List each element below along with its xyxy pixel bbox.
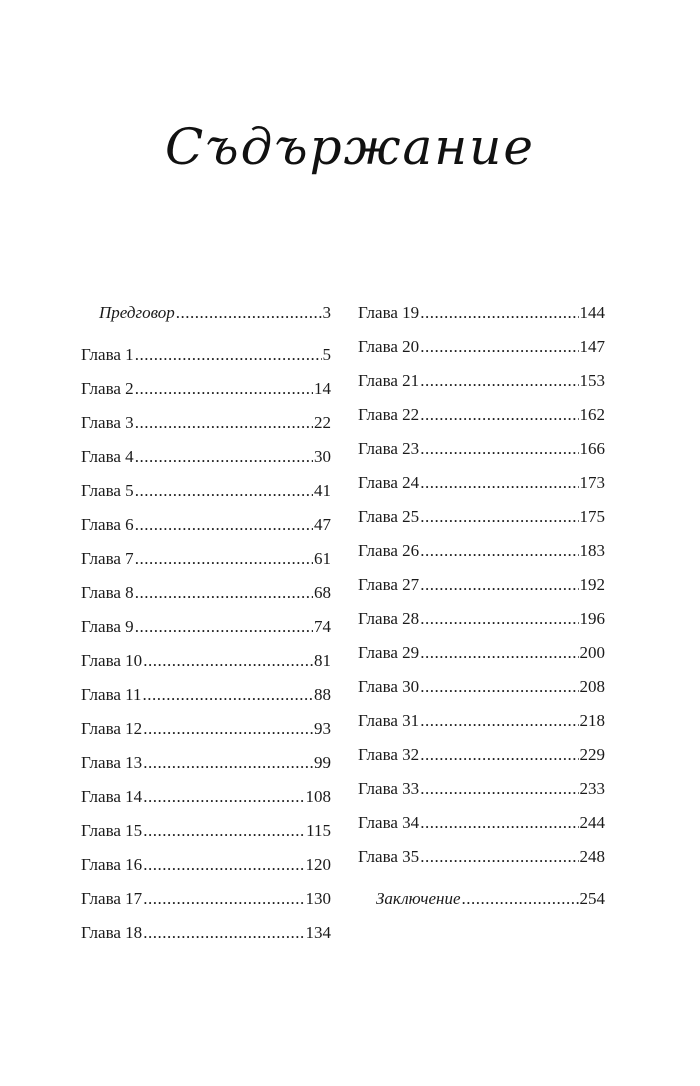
toc-entry-page: 244 — [579, 813, 605, 832]
toc-entry[interactable] — [81, 406, 331, 440]
toc-entry-page: 153 — [579, 371, 605, 390]
toc-entry-label: Глава 18 — [81, 923, 143, 942]
toc-dot-leader — [143, 780, 304, 814]
toc-entry[interactable] — [358, 466, 605, 500]
toc-entry-label: Глава 19 — [358, 303, 420, 322]
toc-entry-label: Глава 6 — [81, 515, 134, 534]
page-title: Съдържание — [165, 118, 535, 176]
toc-entry-page: 254 — [579, 889, 605, 908]
toc-entry-page: 175 — [579, 507, 605, 526]
toc-dot-leader — [420, 364, 578, 398]
toc-entry-page: 41 — [314, 481, 331, 500]
toc-entry-label: Глава 15 — [81, 821, 143, 840]
toc-entry-page: 99 — [314, 753, 331, 772]
toc-entry-page: 248 — [579, 847, 605, 866]
toc-entry-page: 196 — [579, 609, 605, 628]
toc-entry-label: Глава 31 — [358, 711, 420, 730]
toc-entry-label: Глава 5 — [81, 481, 134, 500]
toc-entry-label: Глава 25 — [358, 507, 420, 526]
toc-entry-page: 47 — [314, 515, 331, 534]
toc-entry[interactable] — [81, 440, 331, 474]
toc-dot-leader — [135, 576, 313, 610]
toc-dot-leader — [135, 406, 313, 440]
toc-entry-label: Глава 9 — [81, 617, 134, 636]
toc-dot-leader — [420, 636, 578, 670]
toc-entry-label: Предговор — [99, 303, 175, 322]
toc-entry-page: 208 — [579, 677, 605, 696]
toc-entry-label: Глава 3 — [81, 413, 134, 432]
toc-entry-page: 88 — [314, 685, 331, 704]
toc-entry[interactable] — [358, 840, 605, 874]
toc-entry-label: Глава 35 — [358, 847, 420, 866]
toc-entry[interactable] — [81, 644, 331, 678]
toc-entry[interactable] — [358, 500, 605, 534]
toc-entry-page: 134 — [305, 923, 331, 942]
toc-entry-label: Глава 26 — [358, 541, 420, 560]
toc-entry-page: 68 — [314, 583, 331, 602]
toc-entry-label: Глава 17 — [81, 889, 143, 908]
toc-entry-page: 229 — [579, 745, 605, 764]
toc-column-left — [81, 296, 331, 950]
toc-entry[interactable] — [81, 882, 331, 916]
toc-dot-leader — [135, 440, 313, 474]
toc-entry-conclusion[interactable] — [358, 882, 605, 916]
toc-entry-label: Глава 10 — [81, 651, 143, 670]
toc-entry-label: Глава 28 — [358, 609, 420, 628]
toc-entry-page: 218 — [579, 711, 605, 730]
toc-entry-label: Глава 1 — [81, 345, 134, 364]
toc-entry-label: Глава 30 — [358, 677, 420, 696]
toc-dot-leader — [462, 882, 579, 916]
toc-dot-leader — [176, 296, 322, 330]
toc-dot-leader — [420, 398, 578, 432]
toc-entry[interactable] — [81, 576, 331, 610]
toc-entry[interactable] — [81, 712, 331, 746]
toc-entry-label: Глава 7 — [81, 549, 134, 568]
toc-entry[interactable] — [358, 738, 605, 772]
toc-dot-leader — [420, 670, 578, 704]
toc-dot-leader — [143, 712, 313, 746]
toc-entry-page: 81 — [314, 651, 331, 670]
toc-entry-label: Глава 8 — [81, 583, 134, 602]
toc-entry-page: 173 — [579, 473, 605, 492]
toc-dot-leader — [420, 432, 578, 466]
toc-entry-label: Глава 21 — [358, 371, 420, 390]
toc-entry-page: 22 — [314, 413, 331, 432]
toc-entry-label: Глава 12 — [81, 719, 143, 738]
toc-dot-leader — [135, 508, 313, 542]
toc-entry[interactable] — [81, 916, 331, 950]
toc-entry-label: Глава 2 — [81, 379, 134, 398]
toc-entry-page: 30 — [314, 447, 331, 466]
toc-entry[interactable] — [81, 780, 331, 814]
toc-dot-leader — [143, 882, 304, 916]
toc-entry-page: 120 — [305, 855, 331, 874]
toc-dot-leader — [143, 746, 313, 780]
toc-entry[interactable] — [81, 814, 331, 848]
toc-dot-leader — [135, 338, 322, 372]
toc-dot-leader — [135, 474, 313, 508]
toc-entry-label: Глава 13 — [81, 753, 143, 772]
toc-dot-leader — [135, 372, 313, 406]
toc-dot-leader — [135, 610, 313, 644]
toc-dot-leader — [420, 772, 578, 806]
toc-entry-label: Глава 34 — [358, 813, 420, 832]
toc-entry-label: Глава 24 — [358, 473, 420, 492]
toc-entry-label: Глава 14 — [81, 787, 143, 806]
toc-entry-page: 115 — [306, 821, 331, 840]
toc-entry-page: 93 — [314, 719, 331, 738]
toc-entry[interactable] — [81, 848, 331, 882]
toc-entry[interactable] — [81, 542, 331, 576]
toc-entry-label: Глава 32 — [358, 745, 420, 764]
toc-entry-label: Глава 16 — [81, 855, 143, 874]
toc-dot-leader — [143, 644, 313, 678]
toc-entry-label: Глава 11 — [81, 685, 142, 704]
toc-dot-leader — [420, 330, 578, 364]
toc-dot-leader — [143, 848, 304, 882]
toc-entry[interactable] — [358, 704, 605, 738]
toc-entry-page: 74 — [314, 617, 331, 636]
toc-dot-leader — [420, 704, 578, 738]
toc-entry-label: Глава 33 — [358, 779, 420, 798]
toc-entry-label: Глава 22 — [358, 405, 420, 424]
toc-dot-leader — [143, 678, 313, 712]
toc-dot-leader — [420, 466, 578, 500]
toc-entry-page: 130 — [305, 889, 331, 908]
toc-entry-page: 162 — [579, 405, 605, 424]
toc-entry-page: 166 — [579, 439, 605, 458]
toc-entry[interactable] — [81, 372, 331, 406]
toc-entry[interactable] — [358, 568, 605, 602]
toc-entry[interactable] — [81, 610, 331, 644]
toc-entry[interactable] — [81, 746, 331, 780]
toc-entry[interactable] — [358, 670, 605, 704]
toc-entry[interactable] — [358, 636, 605, 670]
toc-entry-preface[interactable] — [81, 296, 331, 330]
toc-entry[interactable] — [81, 338, 331, 372]
toc-dot-leader — [420, 296, 578, 330]
toc-dot-leader — [135, 542, 313, 576]
toc-dot-leader — [420, 500, 578, 534]
toc-dot-leader — [420, 602, 578, 636]
toc-entry[interactable] — [81, 474, 331, 508]
toc-entry[interactable] — [358, 806, 605, 840]
toc-entry[interactable] — [81, 678, 331, 712]
toc-entry-page: 61 — [314, 549, 331, 568]
toc-entry[interactable] — [358, 432, 605, 466]
toc-entry-page: 233 — [579, 779, 605, 798]
toc-entry[interactable] — [358, 772, 605, 806]
toc-entry-page: 108 — [305, 787, 331, 806]
toc-entry-page: 147 — [579, 337, 605, 356]
toc-entry-page: 200 — [579, 643, 605, 662]
toc-entry[interactable] — [358, 296, 605, 330]
toc-entry-page: 144 — [579, 303, 605, 322]
toc-dot-leader — [420, 806, 578, 840]
toc-entry-page: 3 — [322, 303, 331, 322]
toc-entry-label: Заключение — [376, 889, 461, 908]
toc-entry[interactable] — [358, 330, 605, 364]
toc-dot-leader — [143, 916, 304, 950]
toc-entry-page: 192 — [579, 575, 605, 594]
toc-entry-label: Глава 27 — [358, 575, 420, 594]
toc-entry-label: Глава 20 — [358, 337, 420, 356]
toc-dot-leader — [420, 534, 578, 568]
toc-entry-label: Глава 29 — [358, 643, 420, 662]
toc-entry-page: 14 — [314, 379, 331, 398]
toc-entry[interactable] — [81, 508, 331, 542]
toc-entry-label: Глава 4 — [81, 447, 134, 466]
toc-dot-leader — [143, 814, 305, 848]
toc-entry-page: 183 — [579, 541, 605, 560]
toc-entry-label: Глава 23 — [358, 439, 420, 458]
toc-entry[interactable] — [358, 534, 605, 568]
toc-entry[interactable] — [358, 602, 605, 636]
toc-entry-page: 5 — [322, 345, 331, 364]
toc-entry[interactable] — [358, 364, 605, 398]
toc-entry[interactable] — [358, 398, 605, 432]
toc-column-right — [358, 296, 605, 916]
toc-dot-leader — [420, 568, 578, 602]
toc-dot-leader — [420, 840, 578, 874]
toc-dot-leader — [420, 738, 578, 772]
